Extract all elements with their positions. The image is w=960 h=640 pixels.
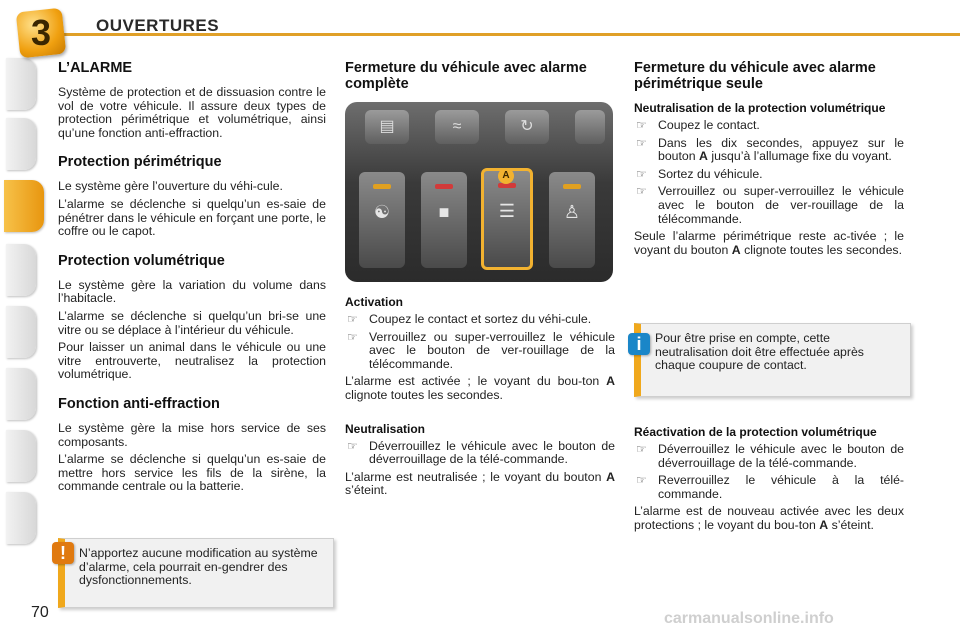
column-reactivation <box>634 426 904 537</box>
neutral-step-2: ☞ Dans les dix secondes, appuyez sur le bouton A jusqu’à l’allumage fixe du voyant. <box>634 137 904 164</box>
esp-icon: ☯ <box>373 202 391 222</box>
section-title-full-alarm: Fermeture du véhicule avec alarme complète <box>345 60 587 92</box>
info-text: Pour être prise en compte, cette neutralisation doit être effectuée après chaque coupure de contact. <box>655 331 864 373</box>
activation-title: Activation <box>345 295 404 309</box>
site-watermark: carmanualsonline.info <box>664 610 834 627</box>
volumetric-icon: ☰ <box>498 201 516 221</box>
info-icon: i <box>628 333 650 355</box>
button-a-ref: A <box>731 242 741 257</box>
alarm-intro: Système de protection et de dissuasion contre le vol de votre véhicule. Il assure deux types de protection périmétrique et volumétrique, ainsi qu’une fonction anti-effraction. <box>58 85 326 140</box>
neutralisation-title: Neutralisation <box>345 421 426 436</box>
volumetric-p3: Pour laisser un animal dans le véhicule ou une vitre entrouverte, neutralisez la protection volumétrique. <box>58 340 326 382</box>
button-a-ref: A <box>699 149 708 164</box>
perimeter-p1: Le système gère l’ouverture du véhi-cule. <box>58 179 283 194</box>
fan-icon: ≈ <box>452 118 462 135</box>
child-lock-icon: ♙ <box>563 202 581 222</box>
activation-step-2: ☞ Verrouillez ou super-verrouillez le véhicule avec le bouton de ver-rouillage de la télécommande. <box>345 331 615 372</box>
column-alarm <box>58 60 326 498</box>
section-title-perimeter: Protection périmétrique <box>58 154 222 171</box>
chapter-tabs <box>0 58 44 578</box>
btn-fan <box>435 110 479 144</box>
neutral-volumetric-list <box>634 119 904 226</box>
activation-list <box>345 313 615 371</box>
neutral-step-3: ☞ Sortez du véhicule. <box>634 168 904 182</box>
warning-text: N’apportez aucune modification au système d’alarme, cela pourrait en-gendrer des dysfonctionnements. <box>79 546 318 588</box>
chapter-tab-1[interactable] <box>6 58 36 110</box>
chapter-title: OUVERTURES <box>96 16 220 35</box>
chapter-tab-3-active[interactable] <box>4 180 44 232</box>
neutral-step-4: ☞ Verrouillez ou super-verrouillez le véhicule avec le bouton de ver-rouillage de la télécommande. <box>634 185 904 226</box>
reactivation-title: Réactivation de la protection volumétrique <box>634 425 877 439</box>
alarm-buttons-photo <box>345 102 613 282</box>
neutralisation-step-1: ☞ Déverrouillez le véhicule avec le bouton de déverrouillage de la télé-commande. <box>345 440 615 467</box>
btn-central-lock <box>421 172 467 268</box>
neutral-step-1: ☞ Coupez le contact. <box>634 119 904 133</box>
section-title-volumetric: Protection volumétrique <box>58 252 225 269</box>
section-title-alarm: L’ALARME <box>58 60 133 76</box>
section-title-anti-break: Fonction anti-effraction <box>58 395 220 412</box>
chapter-tab-6[interactable] <box>6 368 36 420</box>
button-a-ref: A <box>606 469 615 484</box>
button-a-label: A <box>498 168 514 184</box>
btn-child-lock <box>549 172 595 268</box>
chapter-tab-2[interactable] <box>6 118 36 170</box>
anti-break-p2: L’alarme se déclenche si quelqu’un es-saie de mettre hors service les fils de la sirène, la commande centrale ou la batterie. <box>58 452 326 494</box>
btn-recirculation <box>505 110 549 144</box>
button-a-ref: A <box>606 374 615 389</box>
chapter-tab-7[interactable] <box>6 430 36 482</box>
neutralisation-result: L’alarme est neutralisée ; le voyant du bouton A s’éteint. <box>345 469 615 498</box>
btn-esp-off <box>359 172 405 268</box>
neutral-volumetric-title: Neutralisation de la protection volumétrique <box>634 101 886 115</box>
activation-result: L’alarme est activée ; le voyant du bou-ton A clignote toutes les secondes. <box>345 374 615 402</box>
info-box <box>634 323 911 397</box>
reactivation-step-1: ☞ Déverrouillez le véhicule avec le bouton de déverrouillage de la télé-commande. <box>634 443 904 470</box>
chapter-tab-4[interactable] <box>6 244 36 296</box>
button-a-ref: A <box>819 517 829 532</box>
volumetric-p2: L’alarme se déclenche si quelqu’un bri-se une vitre ou se déplace à l’intérieur du véhicule. <box>58 308 326 337</box>
chapter-badge <box>16 8 67 59</box>
reactivation-result: L’alarme est de nouveau activée avec les deux protections ; le voyant du bou-ton A s’éteint. <box>634 504 904 532</box>
chapter-number: 3 <box>30 12 52 53</box>
column-perimeter-alarm <box>634 60 904 261</box>
neutral-result: Seule l’alarme périmétrique reste ac-tivée ; le voyant du bouton A clignote toutes les secondes. <box>634 229 904 257</box>
btn-edge <box>575 110 605 144</box>
chapter-tab-5[interactable] <box>6 306 36 358</box>
neutralisation-list <box>345 440 615 467</box>
section-title-perimeter-alarm: Fermeture du véhicule avec alarme périmétrique seule <box>634 60 876 92</box>
defrost-icon: ▤ <box>379 118 395 135</box>
lock-icon: ■ <box>438 202 450 222</box>
activation-step-1: ☞ Coupez le contact et sortez du véhi-cule. <box>345 313 615 327</box>
recirculation-icon: ↻ <box>520 118 534 135</box>
volumetric-p1: Le système gère la variation du volume dans l’habitacle. <box>58 277 326 306</box>
reactivation-step-2: ☞ Reverrouillez le véhicule à la télé-commande. <box>634 474 904 501</box>
perimeter-p2: L’alarme se déclenche si quelqu’un es-saie de pénétrer dans le véhicule en forçant une porte, le coffre ou le capot. <box>58 196 326 239</box>
anti-break-p1: Le système gère la mise hors service de ses composants. <box>58 420 326 449</box>
btn-defrost <box>365 110 409 144</box>
warning-icon: ! <box>52 542 74 564</box>
column-full-alarm <box>345 60 615 502</box>
chapter-tab-8[interactable] <box>6 492 36 544</box>
page-number: 70 <box>31 604 49 621</box>
warning-box <box>58 538 334 608</box>
reactivation-list <box>634 443 904 501</box>
